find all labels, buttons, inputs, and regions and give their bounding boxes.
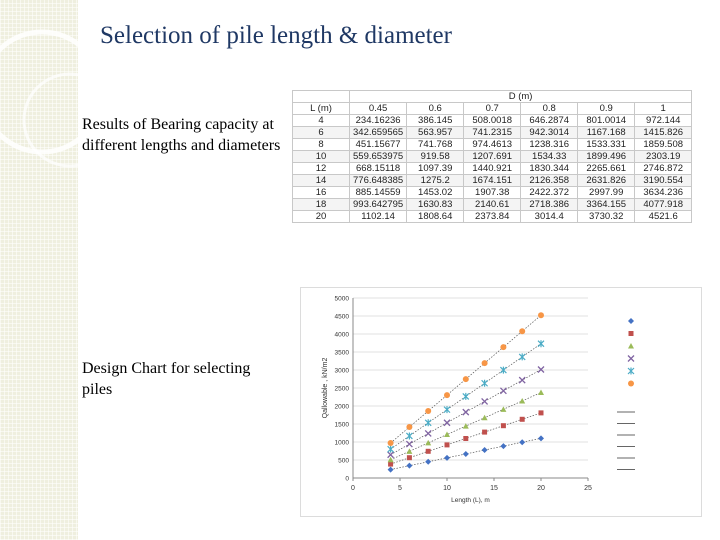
data-point [388, 440, 394, 446]
y-tick-label: 2000 [334, 403, 349, 411]
capacity-cell: 1275.2 [407, 175, 464, 187]
capacity-cell: 1102.14 [350, 211, 407, 223]
capacity-cell: 1899.496 [578, 151, 635, 163]
data-point [407, 455, 412, 460]
capacity-cell: 386.145 [407, 115, 464, 127]
x-tick-label: 5 [398, 485, 402, 492]
length-cell: 16 [293, 187, 350, 199]
length-cell: 4 [293, 115, 350, 127]
legend-marker [628, 318, 634, 324]
capacity-cell: 972.144 [635, 115, 692, 127]
data-point [482, 360, 488, 366]
legend-marker [628, 368, 634, 375]
capacity-cell: 2746.872 [635, 163, 692, 175]
capacity-cell: 563.957 [407, 127, 464, 139]
data-point [519, 377, 525, 383]
table-row [293, 127, 692, 139]
capacity-cell: 1097.39 [407, 163, 464, 175]
data-point [538, 435, 544, 441]
data-point [444, 392, 450, 398]
capacity-cell: 2422.372 [521, 187, 578, 199]
y-tick-label: 1500 [334, 421, 349, 429]
capacity-cell: 776.648385 [350, 175, 407, 187]
data-point [538, 390, 544, 396]
data-point [444, 420, 450, 426]
diameter-group-header: D (m) [350, 91, 692, 103]
y-tick-label: 500 [338, 457, 349, 465]
capacity-cell: 508.0018 [464, 115, 521, 127]
data-point [425, 419, 431, 426]
capacity-cell: 942.3014 [521, 127, 578, 139]
table-row [293, 187, 692, 199]
capacity-cell: 919.58 [407, 151, 464, 163]
data-point [519, 353, 525, 360]
data-point [444, 406, 450, 413]
capacity-cell: 993.642795 [350, 199, 407, 211]
capacity-cell: 1533.331 [578, 139, 635, 151]
data-point [482, 398, 488, 404]
data-point [425, 408, 431, 414]
table-row [293, 199, 692, 211]
table-description: Results of Bearing capacity at different lengths and diameters [82, 116, 281, 154]
x-tick-label: 25 [584, 485, 592, 492]
data-point [538, 340, 544, 347]
data-point [520, 417, 525, 422]
data-point [482, 447, 488, 453]
diameter-header: 0.6 [407, 103, 464, 115]
table-row [293, 139, 692, 151]
data-point [463, 451, 469, 457]
data-point [406, 424, 412, 430]
capacity-cell: 342.659565 [350, 127, 407, 139]
y-tick-label: 2500 [334, 385, 349, 393]
capacity-cell: 559.653975 [350, 151, 407, 163]
table-row [293, 163, 692, 175]
length-cell: 20 [293, 211, 350, 223]
capacity-cell: 1534.33 [521, 151, 578, 163]
capacity-cell: 3364.155 [578, 199, 635, 211]
capacity-cell: 974.4613 [464, 139, 521, 151]
diameter-header: 0.8 [521, 103, 578, 115]
data-point [500, 344, 506, 350]
capacity-cell: 234.16236 [350, 115, 407, 127]
legend-marker [628, 381, 634, 387]
table-row [293, 175, 692, 187]
data-point [463, 409, 469, 415]
data-point [388, 462, 393, 467]
y-tick-label: 3500 [334, 349, 349, 357]
data-point [501, 423, 506, 428]
data-point [500, 443, 506, 449]
length-cell: 18 [293, 199, 350, 211]
y-tick-label: 5000 [334, 295, 349, 303]
y-tick-label: 0 [345, 475, 349, 483]
capacity-cell: 3730.32 [578, 211, 635, 223]
x-tick-label: 15 [490, 485, 498, 492]
capacity-cell: 741.2315 [464, 127, 521, 139]
data-point [426, 449, 431, 454]
diameter-header: 1 [635, 103, 692, 115]
x-tick-label: 10 [443, 485, 451, 492]
capacity-cell: 668.15118 [350, 163, 407, 175]
capacity-cell: 2303.19 [635, 151, 692, 163]
data-point [519, 439, 525, 445]
diameter-header: 0.7 [464, 103, 521, 115]
y-axis-title: Qallowable , kN/m2 [322, 357, 329, 419]
data-point [463, 436, 468, 441]
y-tick-label: 4500 [334, 313, 349, 321]
bearing-capacity-table [292, 90, 692, 223]
slide-title: Selection of pile length & diameter [100, 22, 452, 49]
legend-marker [629, 331, 634, 336]
capacity-cell: 2997.99 [578, 187, 635, 199]
capacity-cell: 4521.6 [635, 211, 692, 223]
capacity-cell: 2631.826 [578, 175, 635, 187]
capacity-cell: 1674.151 [464, 175, 521, 187]
capacity-cell: 1907.38 [464, 187, 521, 199]
capacity-cell: 3014.4 [521, 211, 578, 223]
capacity-cell: 1830.344 [521, 163, 578, 175]
capacity-cell: 741.768 [407, 139, 464, 151]
data-point [500, 406, 506, 412]
capacity-cell: 801.0014 [578, 115, 635, 127]
capacity-cell: 1453.02 [407, 187, 464, 199]
data-point [445, 442, 450, 447]
capacity-cell: 1808.64 [407, 211, 464, 223]
capacity-cell: 1440.921 [464, 163, 521, 175]
y-tick-label: 1000 [334, 439, 349, 447]
data-point [406, 432, 412, 439]
capacity-cell: 646.2874 [521, 115, 578, 127]
capacity-cell: 2718.386 [521, 199, 578, 211]
length-cell: 14 [293, 175, 350, 187]
capacity-cell: 1167.168 [578, 127, 635, 139]
capacity-cell: 1415.826 [635, 127, 692, 139]
data-point [500, 388, 506, 394]
capacity-cell: 4077.918 [635, 199, 692, 211]
capacity-cell: 1207.691 [464, 151, 521, 163]
data-point [406, 448, 412, 454]
data-point [482, 415, 488, 421]
diameter-header: 0.9 [578, 103, 635, 115]
capacity-cell: 1630.83 [407, 199, 464, 211]
capacity-cell: 1859.508 [635, 139, 692, 151]
data-point [388, 467, 394, 473]
data-point [539, 410, 544, 415]
x-axis-title: Length (L), m [451, 497, 490, 504]
data-point [388, 446, 394, 453]
capacity-cell: 885.14559 [350, 187, 407, 199]
data-point [519, 328, 525, 334]
table-row [293, 211, 692, 223]
data-point [425, 440, 431, 446]
data-point [444, 432, 450, 438]
capacity-cell: 3190.554 [635, 175, 692, 187]
data-point [538, 366, 544, 372]
y-tick-label: 4000 [334, 331, 349, 339]
data-point [519, 398, 525, 404]
data-point [425, 430, 431, 436]
length-cell: 12 [293, 163, 350, 175]
chart-description: Design Chart for selecting piles [82, 360, 251, 398]
capacity-cell: 3634.236 [635, 187, 692, 199]
capacity-cell: 2126.358 [521, 175, 578, 187]
capacity-cell: 2140.61 [464, 199, 521, 211]
data-point [482, 380, 488, 387]
length-cell: 10 [293, 151, 350, 163]
length-column-header: L (m) [293, 103, 350, 115]
table-row [293, 115, 692, 127]
data-point [406, 463, 412, 469]
length-cell: 6 [293, 127, 350, 139]
table-corner-cell [293, 91, 350, 103]
capacity-cell: 2373.84 [464, 211, 521, 223]
chart-svg [301, 288, 701, 516]
capacity-cell: 1238.316 [521, 139, 578, 151]
y-tick-label: 3000 [334, 367, 349, 375]
x-tick-label: 20 [537, 485, 545, 492]
legend-marker [628, 356, 634, 362]
diameter-header: 0.45 [350, 103, 407, 115]
length-cell: 8 [293, 139, 350, 151]
design-chart [300, 287, 702, 517]
legend-marker [628, 343, 634, 349]
table-row [293, 151, 692, 163]
x-tick-label: 0 [351, 485, 355, 492]
data-point [463, 393, 469, 400]
data-point [463, 376, 469, 382]
data-point [538, 312, 544, 318]
data-point [482, 430, 487, 435]
capacity-cell: 2265.661 [578, 163, 635, 175]
capacity-cell: 451.15677 [350, 139, 407, 151]
